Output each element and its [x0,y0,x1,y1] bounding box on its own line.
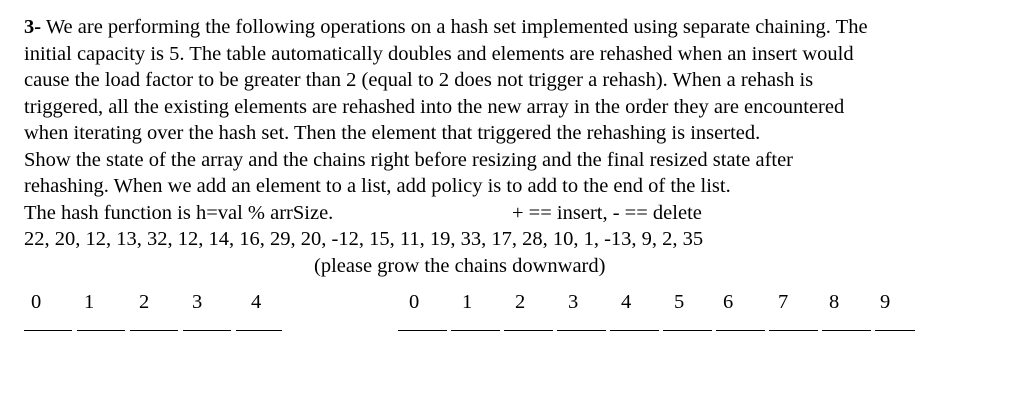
table-before-index-2: 2 [139,291,150,313]
problem-text-2: initial capacity is 5. The table automatically doubles and elements are rehashed when an insert would [24,42,854,65]
chain-direction-note: (please grow the chains downward) [314,254,606,277]
table-before-slot-2[interactable] [130,330,178,331]
operation-sequence: 22, 20, 12, 13, 32, 12, 14, 16, 29, 20, -12, 15, 11, 19, 33, 17, 28, 10, 1, -13, 9, 2, 35 [24,228,704,250]
table-after-slot-5[interactable] [663,330,712,331]
table-before-index-0: 0 [31,291,42,313]
problem-text-4: triggered, all the existing elements are rehashed into the new array in the order they are encountered [24,95,845,118]
table-after-slot-0[interactable] [398,330,447,331]
table-after-slot-3[interactable] [557,330,606,331]
table-before-slot-0[interactable] [24,330,72,331]
table-after-slot-8[interactable] [822,330,871,331]
table-after-index-3: 3 [568,291,579,313]
table-before-index-4: 4 [251,291,262,313]
problem-text-1: We are performing the following operations on a hash set implemented using separate chaining. The [41,16,868,38]
problem-text-7: rehashing. When we add an element to a list, add policy is to add to the end of the list. [24,175,731,197]
problem-statement [24,14,1004,279]
operation-legend: + == insert, - == delete [512,201,702,224]
table-before-slot-1[interactable] [77,330,125,331]
table-before-slot-3[interactable] [183,330,231,331]
table-after-slot-7[interactable] [769,330,818,331]
table-after-index-5: 5 [674,291,685,313]
hash-function-text: The hash function is h=val % arrSize. [24,201,334,224]
table-after-index-6: 6 [723,291,734,313]
table-before-slot-4[interactable] [236,330,282,331]
table-after-index-2: 2 [515,291,526,313]
table-after-index-8: 8 [829,291,840,313]
table-after-slot-9[interactable] [875,330,915,331]
table-after-slot-4[interactable] [610,330,659,331]
question-number: 3- [24,16,42,38]
problem-text-6: Show the state of the array and the chains right before resizing and the final resized state after [24,148,794,171]
table-after-index-1: 1 [462,291,473,313]
hash-function-row [24,200,1004,227]
problem-text-5: when iterating over the hash set. Then the element that triggered the rehashing is inserted. [24,122,761,144]
hash-tables [0,290,1024,350]
table-after-index-4: 4 [621,291,632,313]
problem-text-3: cause the load factor to be greater than 2 (equal to 2 does not trigger a rehash). When a rehash is [24,69,814,91]
note-row [24,253,1004,280]
problem-line-1 [24,14,1004,41]
table-after-index-9: 9 [880,291,891,313]
table-after-slot-2[interactable] [504,330,553,331]
table-after-index-7: 7 [778,291,789,313]
table-after-index-0: 0 [409,291,420,313]
table-after-slot-6[interactable] [716,330,765,331]
table-before-index-3: 3 [192,291,203,313]
table-before-index-1: 1 [84,291,95,313]
table-after-slot-1[interactable] [451,330,500,331]
